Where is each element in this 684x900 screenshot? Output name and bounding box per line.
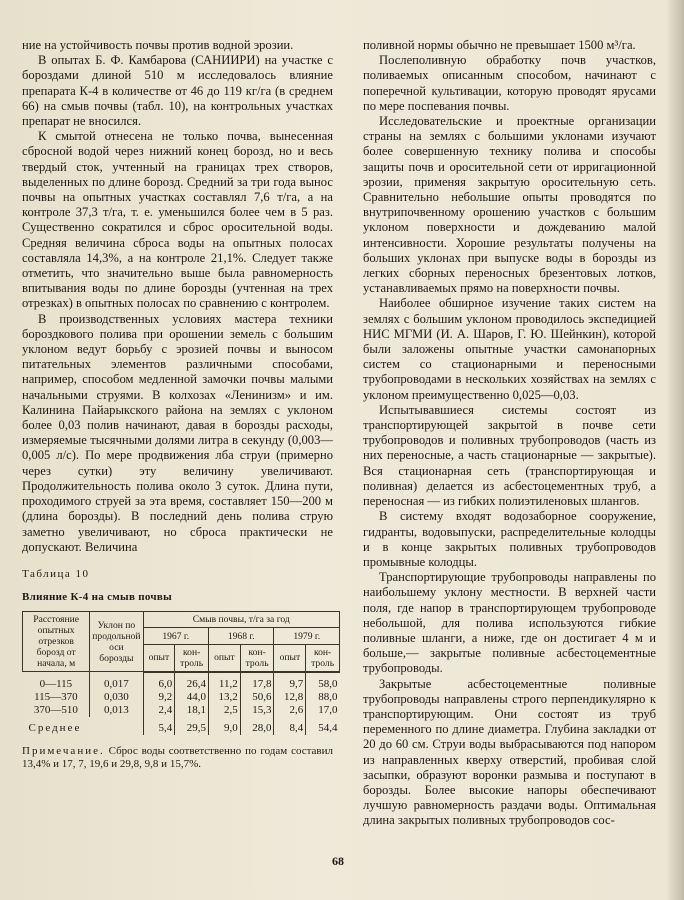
header-year-1979: 1979 г. <box>274 628 340 644</box>
header-slope: Уклон по продольной оси борозды <box>90 612 143 672</box>
cell-slope: 0,013 <box>90 704 143 717</box>
table-note <box>22 745 333 771</box>
cell-value: 29,5 <box>175 717 209 735</box>
cell-value: 54,4 <box>306 717 340 735</box>
cell-value: 44,0 <box>175 691 209 704</box>
page-edge-shadow <box>666 0 684 900</box>
cell-value: 9,2 <box>143 691 175 704</box>
cell-value: 12,8 <box>274 691 306 704</box>
cell-value: 6,0 <box>143 672 175 691</box>
cell-value: 15,3 <box>240 704 274 717</box>
left-column <box>22 38 338 771</box>
header-year-1968: 1968 г. <box>209 628 274 644</box>
right-paragraph-7: Транспортирующие трубопроводы направлены по наибольшему уклону местности. В верхней части поля, где напор в транспортирующем трубопроводе небольшой, для полива используются гибкие поливные шланги, а ниже, где он достигает 4 м и больше,— закрытые поливные асбестоцементные трубопроводы. <box>363 570 656 676</box>
cell-average-label: Среднее <box>28 721 82 734</box>
header-control: кон-троль <box>240 644 274 672</box>
cell-value: 8,4 <box>274 717 306 735</box>
left-paragraph-2: В опытах Б. Ф. Камбарова (САНИИРИ) на участке с бороздами длиной 510 м исследовалось влияние препарата К-4 в количестве от 46 до 119 кг/га (в среднем 66) на смыв почвы (табл. 10), на контрольных участках препарат не вносился. <box>22 53 333 129</box>
cell-value: 11,2 <box>209 672 241 691</box>
cell-value: 9,7 <box>274 672 306 691</box>
header-experiment: опыт <box>143 644 175 672</box>
cell-value: 17,8 <box>240 672 274 691</box>
right-paragraph-2: Послеполивную обработку почв участков, поливаемых описанным способом, начинают с поперечной культивации, которую проводят ярусами по мере поспевания почвы. <box>363 53 656 113</box>
table-note-label: Примечание. <box>22 744 105 757</box>
header-control: кон-троль <box>306 644 340 672</box>
table-row <box>23 672 340 691</box>
right-column <box>363 38 656 829</box>
header-washout-group: Смыв почвы, т/га за год <box>143 612 339 628</box>
cell-value: 17,0 <box>306 704 340 717</box>
cell-value: 58,0 <box>306 672 340 691</box>
cell-distance: 115—370 <box>34 690 78 703</box>
page-number: 68 <box>332 854 344 868</box>
table-row <box>23 691 340 704</box>
cell-value: 26,4 <box>175 672 209 691</box>
cell-value: 5,4 <box>143 717 175 735</box>
table-caption: Таблица 10 <box>22 567 90 580</box>
soil-washout-table <box>22 611 340 735</box>
right-paragraph-4: Наиболее обширное изучение таких систем на землях с большим уклоном проводилось экспедицией НИС МГМИ (И. А. Шаров, Г. Ю. Шейнкин), которой были заложены опытные участки самонапорных систем со стационарными и переносными трубопроводами в нескольких хозяйствах на землях с уклоном преимущественно 0,025—0,03. <box>363 296 656 402</box>
cell-value: 2,5 <box>209 704 241 717</box>
cell-value: 88,0 <box>306 691 340 704</box>
cell-value: 13,2 <box>209 691 241 704</box>
left-paragraph-4: В производственных условиях мастера техники бороздкового полива при орошении земель с большим уклоном ведут борьбу с эрозией почвы и выносом питательных элементов различными способами, например, способом медленной замочки почвы малыми начальными струями. В колхозах «Ленинизм» и им. Калинина Пайарыкского района на землях с уклоном более 0,03 полив начинают, давая в борозды расходы, измеряемые тысячными долями литра в секунду (0,003—0,005 л/с). По мере продвижения лба струи (примерно через сутки) эту величину увеличивают. Продолжительность полива около 3 суток. Длина пути, проходимого струей за эта время, составляет 150—200 м (длина борозды). В последний день полива струю заметно увеличивают, но сброса практически не допускают. Величина <box>22 311 333 554</box>
header-year-1967: 1967 г. <box>143 628 208 644</box>
cell-value: 28,0 <box>240 717 274 735</box>
header-experiment: опыт <box>209 644 241 672</box>
header-distance: Расстояние опытных отрезков борозд от начала, м <box>23 612 90 672</box>
left-paragraph-1: ние на устойчивость почвы против водной эрозии. <box>22 38 294 52</box>
right-paragraph-8: Закрытые асбестоцементные поливные трубопроводы направлены строго перпендикулярно к транспортирующим. Они состоят из труб переменного по длине диаметра. Глубина закладки от 20 до 60 см. Струи воды выбрасываются под напором из направленных кверху отверстий, пробивая слой засыпки, образуют воронки размыва и поступают в борозды. Более высокие напоры обеспечивают лучшую равномерность раздачи воды. Оптимальная длина закрытых поливных трубопроводов сос- <box>363 676 656 828</box>
cell-value: 2,6 <box>274 704 306 717</box>
table-row-average <box>23 717 340 735</box>
header-control: кон-троль <box>175 644 209 672</box>
cell-value: 50,6 <box>240 691 274 704</box>
right-paragraph-1: поливной нормы обычно не превышает 1500 м³/га. <box>363 38 636 52</box>
cell-distance: 0—115 <box>39 677 73 690</box>
table-title: Влияние К-4 на смыв почвы <box>22 591 173 604</box>
left-paragraph-3: К смытой отнесена не только почва, вынесенная сбросной водой через нижний конец борозд, но и весь твердый сток, учтенный на границах трех створов, выделенных по длине борозд. Средний за три года вынос почвы на опытных участках составлял 7,6 т/га, а на контроле 37,3 т/га, т. е. уменьшился более чем в 5 раз. Существенно сократился и сброс оросительной воды. Средняя величина сброса воды на опытных полосах составляла 14,3%, а на контроле 21,1%. Следует также отметить, что значительно выше была равномерность впитывания воды по длине борозды (учтенная на трех отрезках) в опытных полосах по сравнению с контролем. <box>22 129 333 311</box>
cell-distance: 370—510 <box>33 703 78 716</box>
cell-value: 9,0 <box>209 717 241 735</box>
right-paragraph-3: Исследовательские и проектные организации страны на землях с большими уклонами изучают более совершенную технику полива и способы защиты почв и оросительной сети от ирригационной эрозии, применяя закрытую оросительную сеть. Сравнительно небольшие опыты проводятся по внутрипочвенному орошению участков с большим уклоном поверхности и дождеванию малой интенсивности. Хорошие результаты получены на больших уклонах при выпуске воды в борозды из легких сборных переносных брезентовых лотков, устанавливаемых прямо на поверхности почвы. <box>363 114 656 296</box>
cell-slope: 0,017 <box>90 672 143 691</box>
table-row <box>23 704 340 717</box>
cell-value: 2,4 <box>143 704 175 717</box>
cell-slope: 0,030 <box>90 691 143 704</box>
right-paragraph-6: В систему входят водозаборное сооружение, гидранты, водовыпуски, распределительные колодцы и в конце закрытых поливных трубопроводов промывные колодцы. <box>363 509 656 569</box>
table-note-text: Сброс воды соответственно по годам составил 13,4% и 17, 7, 19,6 и 29,8, 9,8 и 15,7%. <box>22 744 334 770</box>
header-experiment: опыт <box>274 644 306 672</box>
cell-value: 18,1 <box>175 704 209 717</box>
right-paragraph-5: Испытывавшиеся системы состоят из транспортирующей закрытой в почве сети трубопроводов и поливных трубопроводов (часть из них переносные, а часть стационарные — закрытые). Вся стационарная сеть (транспортирующая и поливная) делается из асбестоцементных труб, а переносная — из гибких полиэтиленовых шлангов. <box>363 402 656 509</box>
